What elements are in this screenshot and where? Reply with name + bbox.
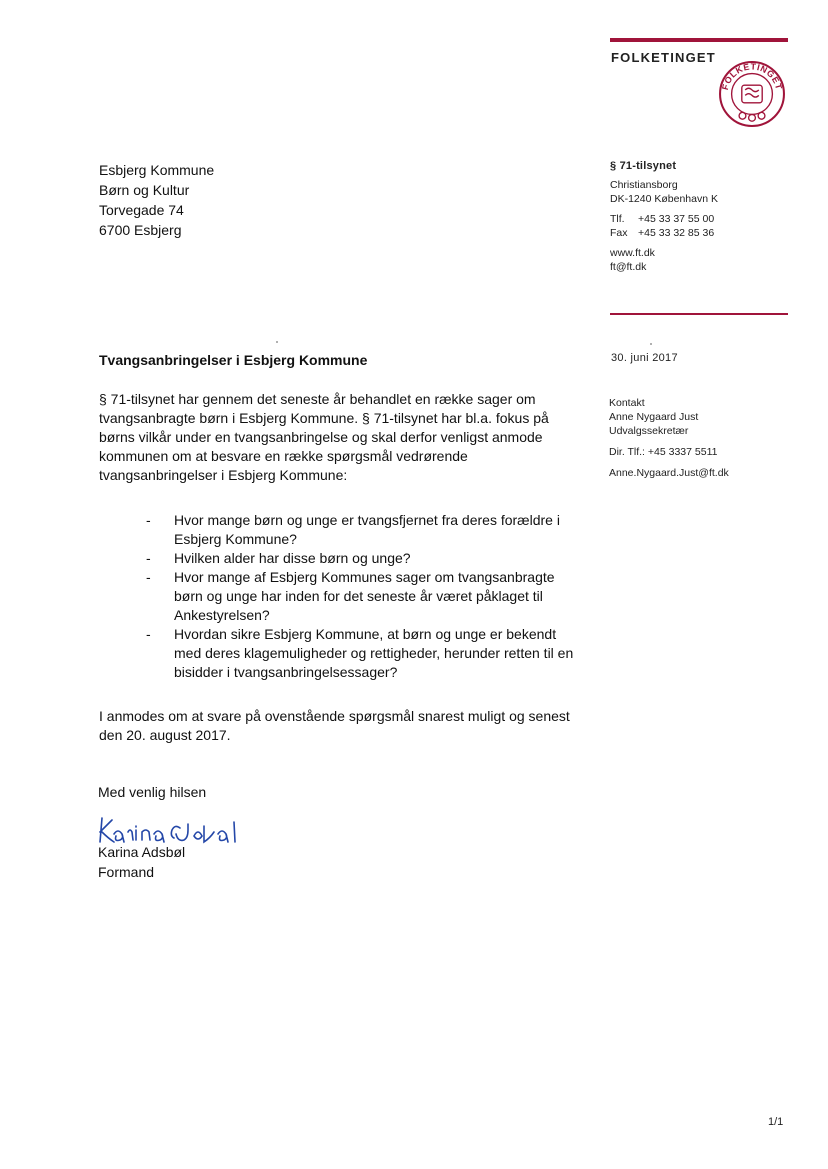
letter-date: 30. juni 2017 — [611, 352, 678, 364]
question-text: Hvilken alder har disse børn og unge? — [174, 550, 411, 566]
signer-block — [98, 842, 185, 882]
contact-name: Anne Nygaard Just — [609, 411, 699, 423]
sender-rule — [610, 313, 788, 315]
page-number: 1/1 — [768, 1116, 784, 1128]
contact-info — [609, 396, 729, 480]
fax-label: Fax — [610, 227, 628, 239]
sender-address-line: DK-1240 København K — [610, 193, 718, 205]
sender-department: § 71-tilsynet — [610, 160, 677, 172]
question-list — [146, 511, 586, 682]
svg-text:FOLKETINGET: FOLKETINGET — [719, 61, 785, 92]
question-text: Hvordan sikre Esbjerg Kommune, at børn og unge er bekendt med deres klagemuligheder og rettigheder, herunder retten til en bisidder i tvangsanbringelsessager? — [174, 626, 574, 680]
contact-title: Udvalgssekretær — [609, 425, 689, 437]
folketinget-seal-icon — [718, 60, 786, 128]
header-rule — [610, 38, 788, 42]
letter-subject: Tvangsanbringelser i Esbjerg Kommune — [99, 352, 368, 368]
signer-title: Formand — [98, 864, 155, 880]
sender-fax: +45 33 32 85 36 — [638, 227, 715, 239]
question-text: Hvor mange børn og unge er tvangsfjernet fra deres forældre i Esbjerg Kommune? — [174, 512, 560, 547]
contact-heading: Kontakt — [609, 397, 645, 409]
recipient-line: Torvegade 74 — [99, 202, 184, 218]
bullet-dash: - — [146, 626, 151, 642]
contact-direct-phone: Dir. Tlf.: +45 3337 5511 — [609, 446, 718, 458]
recipient-line: Esbjerg Kommune — [99, 162, 215, 178]
phone-label: Tlf. — [610, 213, 625, 225]
question-text: Hvor mange af Esbjerg Kommunes sager om tvangsanbragte børn og unge har inden for det seneste år været påklaget til Ankestyrelsen? — [174, 569, 555, 623]
recipient-address — [99, 160, 214, 240]
letter-closing: Med venlig hilsen — [98, 784, 207, 800]
bullet-dash: - — [146, 512, 151, 528]
sender-address-line: Christiansborg — [610, 179, 678, 191]
list-item — [146, 568, 586, 625]
scan-speck — [650, 343, 652, 345]
sender-info — [610, 159, 718, 280]
recipient-line: 6700 Esbjerg — [99, 222, 182, 238]
sender-website: www.ft.dk — [610, 247, 655, 259]
letter-intro: § 71-tilsynet har gennem det seneste år behandlet en række sager om tvangsanbragte børn i Esbjerg Kommune. § 71-tilsynet har bl.a. fokus på børns vilkår under en tvangsanbringelse og skal derfor venligst anmode kommunen om at besvare en række spørgsmål vedrørende tvangsanbringelser i Esbjerg Kommune: — [99, 391, 549, 483]
recipient-line: Børn og Kultur — [99, 182, 190, 198]
bullet-dash: - — [146, 569, 151, 585]
sender-email: ft@ft.dk — [610, 261, 647, 273]
letter-request: I anmodes om at svare på ovenstående spørgsmål snarest muligt og senest den 20. august 2017. — [99, 708, 570, 743]
list-item — [146, 549, 586, 568]
sender-phone: +45 33 37 55 00 — [638, 213, 715, 225]
bullet-dash: - — [146, 550, 151, 566]
list-item — [146, 511, 586, 549]
brand-name: FOLKETINGET — [611, 50, 716, 65]
contact-email: Anne.Nygaard.Just@ft.dk — [609, 467, 729, 479]
signer-name: Karina Adsbøl — [98, 844, 186, 860]
scan-speck — [276, 341, 278, 343]
list-item — [146, 625, 586, 682]
